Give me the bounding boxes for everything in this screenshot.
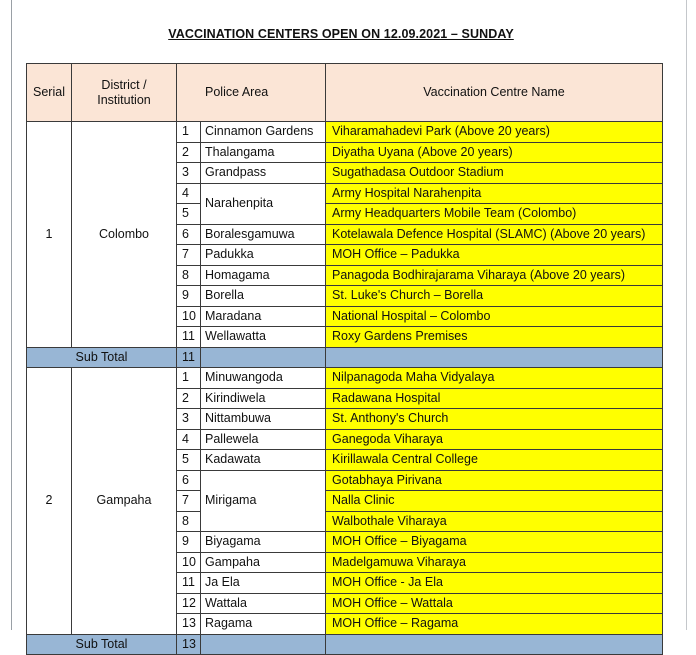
subtotal-label: Sub Total <box>27 634 177 655</box>
police-area-cell: Kirindiwela <box>201 388 326 409</box>
row-number: 7 <box>177 245 201 266</box>
subtotal-label: Sub Total <box>27 347 177 368</box>
table-row <box>27 122 663 143</box>
centre-name-cell: Sugathadasa Outdoor Stadium <box>326 163 663 184</box>
centre-name-cell: St. Anthony's Church <box>326 409 663 430</box>
row-number: 6 <box>177 224 201 245</box>
subtotal-row <box>27 634 663 655</box>
district-cell: Colombo <box>72 122 177 348</box>
row-number: 13 <box>177 614 201 635</box>
table-row <box>27 368 663 389</box>
subtotal-empty-cell <box>201 347 326 368</box>
centre-name-cell: MOH Office – Padukka <box>326 245 663 266</box>
centre-name-cell: Roxy Gardens Premises <box>326 327 663 348</box>
row-number: 1 <box>177 122 201 143</box>
row-number: 12 <box>177 593 201 614</box>
police-area-cell: Maradana <box>201 306 326 327</box>
row-number: 8 <box>177 265 201 286</box>
police-area-cell: Ja Ela <box>201 573 326 594</box>
centre-name-cell: Ganegoda Viharaya <box>326 429 663 450</box>
centre-name-cell: Diyatha Uyana (Above 20 years) <box>326 142 663 163</box>
police-area-cell: Kadawata <box>201 450 326 471</box>
row-number: 4 <box>177 429 201 450</box>
police-area-cell: Nittambuwa <box>201 409 326 430</box>
police-area-cell: Gampaha <box>201 552 326 573</box>
row-number: 4 <box>177 183 201 204</box>
frame-left-edge <box>11 0 12 630</box>
row-number: 10 <box>177 306 201 327</box>
header-centre-name: Vaccination Centre Name <box>326 64 663 122</box>
police-area-cell: Boralesgamuwa <box>201 224 326 245</box>
table-body <box>27 122 663 655</box>
subtotal-count: 11 <box>177 347 201 368</box>
police-area-cell: Thalangama <box>201 142 326 163</box>
centre-name-cell: Viharamahadevi Park (Above 20 years) <box>326 122 663 143</box>
row-number: 3 <box>177 409 201 430</box>
centre-name-cell: Walbothale Viharaya <box>326 511 663 532</box>
header-police-area: Police Area <box>177 64 326 122</box>
row-number: 10 <box>177 552 201 573</box>
centre-name-cell: St. Luke's Church – Borella <box>326 286 663 307</box>
subtotal-count: 13 <box>177 634 201 655</box>
centre-name-cell: MOH Office - Ja Ela <box>326 573 663 594</box>
centre-name-cell: Nilpanagoda Maha Vidyalaya <box>326 368 663 389</box>
subtotal-empty-cell <box>326 347 663 368</box>
centre-name-cell: MOH Office – Biyagama <box>326 532 663 553</box>
document-title: VACCINATION CENTERS OPEN ON 12.09.2021 – SUNDAY <box>168 27 514 41</box>
centre-name-cell: MOH Office – Ragama <box>326 614 663 635</box>
row-number: 9 <box>177 286 201 307</box>
centre-name-cell: Kirillawala Central College <box>326 450 663 471</box>
row-number: 3 <box>177 163 201 184</box>
row-number: 2 <box>177 142 201 163</box>
row-number: 8 <box>177 511 201 532</box>
centre-name-cell: MOH Office – Wattala <box>326 593 663 614</box>
subtotal-row <box>27 347 663 368</box>
row-number: 11 <box>177 327 201 348</box>
row-number: 11 <box>177 573 201 594</box>
row-number: 5 <box>177 204 201 225</box>
police-area-cell: Borella <box>201 286 326 307</box>
serial-cell: 1 <box>27 122 72 348</box>
centre-name-cell: Gotabhaya Pirivana <box>326 470 663 491</box>
police-area-cell: Biyagama <box>201 532 326 553</box>
police-area-cell: Grandpass <box>201 163 326 184</box>
police-area-cell: Wellawatta <box>201 327 326 348</box>
row-number: 9 <box>177 532 201 553</box>
header-row <box>27 64 663 122</box>
police-area-cell: Pallewela <box>201 429 326 450</box>
centre-name-cell: Army Headquarters Mobile Team (Colombo) <box>326 204 663 225</box>
serial-cell: 2 <box>27 368 72 635</box>
header-serial: Serial <box>27 64 72 122</box>
centre-name-cell: Kotelawala Defence Hospital (SLAMC) (Above 20 years) <box>326 224 663 245</box>
police-area-cell: Homagama <box>201 265 326 286</box>
row-number: 5 <box>177 450 201 471</box>
header-district: District / Institution <box>72 64 177 122</box>
police-area-cell: Cinnamon Gardens <box>201 122 326 143</box>
row-number: 1 <box>177 368 201 389</box>
police-area-cell: Ragama <box>201 614 326 635</box>
police-area-cell: Wattala <box>201 593 326 614</box>
police-area-cell: Narahenpita <box>201 183 326 224</box>
centre-name-cell: Radawana Hospital <box>326 388 663 409</box>
row-number: 2 <box>177 388 201 409</box>
centre-name-cell: Panagoda Bodhirajarama Viharaya (Above 20 years) <box>326 265 663 286</box>
vaccination-centres-table <box>26 63 663 655</box>
subtotal-empty-cell <box>201 634 326 655</box>
row-number: 7 <box>177 491 201 512</box>
frame-right-edge <box>686 0 687 630</box>
subtotal-empty-cell <box>326 634 663 655</box>
centre-name-cell: National Hospital – Colombo <box>326 306 663 327</box>
police-area-cell: Minuwangoda <box>201 368 326 389</box>
centre-name-cell: Army Hospital Narahenpita <box>326 183 663 204</box>
police-area-cell: Mirigama <box>201 470 326 532</box>
centre-name-cell: Nalla Clinic <box>326 491 663 512</box>
centre-name-cell: Madelgamuwa Viharaya <box>326 552 663 573</box>
district-cell: Gampaha <box>72 368 177 635</box>
row-number: 6 <box>177 470 201 491</box>
table-header <box>27 64 663 122</box>
police-area-cell: Padukka <box>201 245 326 266</box>
